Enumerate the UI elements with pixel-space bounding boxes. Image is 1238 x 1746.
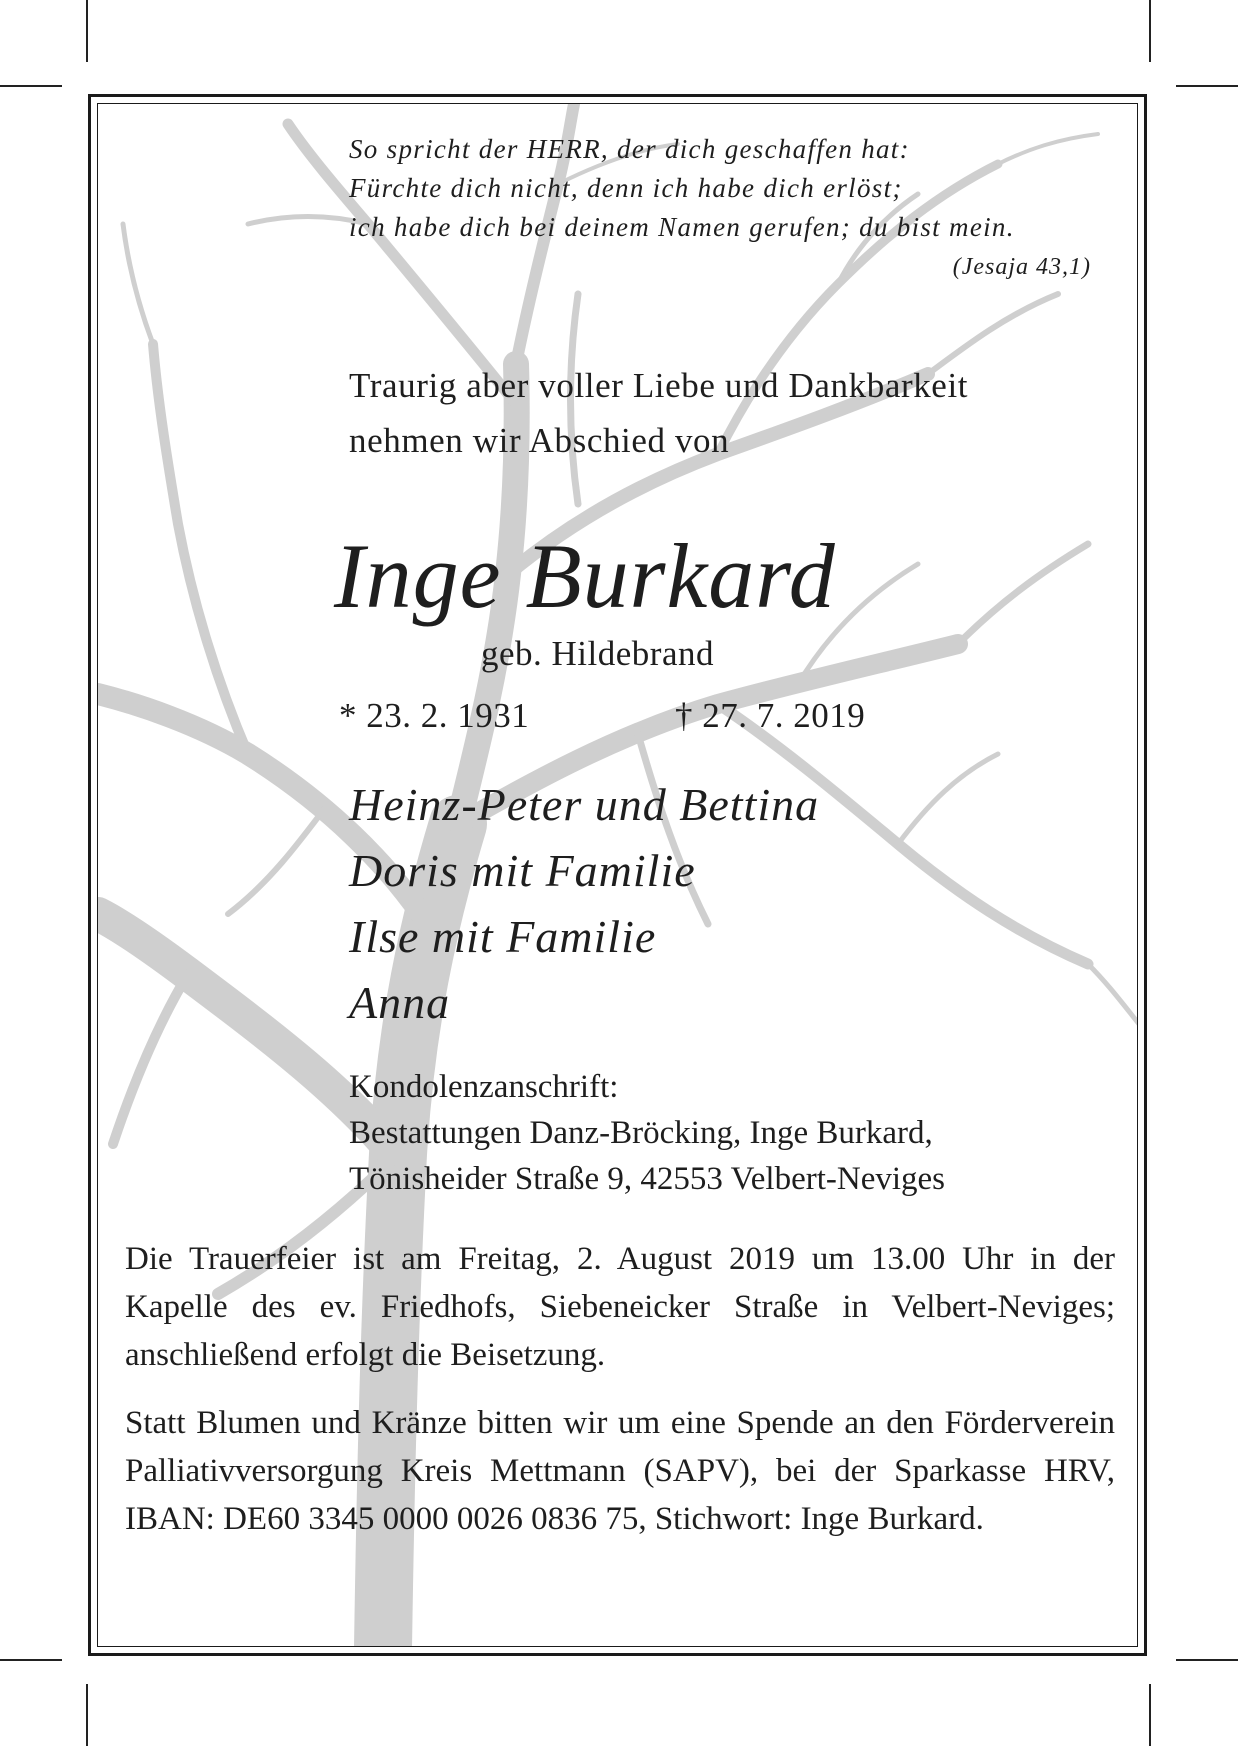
crop-mark: [1176, 85, 1238, 87]
bible-quote-line: ich habe dich bei deinem Namen gerufen; du bist mein.: [349, 212, 1015, 242]
crop-mark: [1149, 0, 1151, 62]
condolence-heading: Kondolenzanschrift:: [349, 1069, 619, 1105]
condolence-address-line: Tönisheider Straße 9, 42553 Velbert-Neviges: [349, 1161, 945, 1197]
death-date: † 27. 7. 2019: [675, 696, 866, 735]
ceremony-paragraph: Die Trauerfeier ist am Freitag, 2. August 2019 um 13.00 Uhr in der Kapelle des ev. Friedhofs, Siebeneicker Straße in Velbert-Neviges; anschließend erfolgt die Beisetzung.: [125, 1241, 1115, 1373]
intro-line: nehmen wir Abschied von: [349, 421, 730, 460]
bible-quote-line: So spricht der HERR, der dich geschaffen hat:: [349, 134, 910, 164]
condolence-address-line: Bestattungen Danz-Bröcking, Inge Burkard,: [349, 1115, 933, 1151]
bible-quote-reference: (Jesaja 43,1): [952, 254, 1091, 280]
intro-line: Traurig aber voller Liebe und Dankbarkeit: [349, 366, 969, 405]
crop-mark: [1176, 1659, 1238, 1661]
donation-paragraph: Statt Blumen und Kränze bitten wir um eine Spende an den Förderverein Palliativversorgung Kreis Mettmann (SAPV), bei der Sparkasse HRV, IBAN: DE60 3345 0000 0026 0836 75, Stichwort: Inge Burkard.: [125, 1405, 1115, 1537]
obituary-card: [97, 103, 1138, 1647]
crop-mark: [1149, 1684, 1151, 1746]
birth-date: * 23. 2. 1931: [339, 696, 530, 735]
crop-mark: [0, 85, 62, 87]
mourner-line: Ilse mit Familie: [349, 911, 657, 962]
crop-mark: [86, 0, 88, 62]
mourner-line: Heinz-Peter und Bettina: [349, 779, 820, 830]
mourner-line: Doris mit Familie: [349, 845, 696, 896]
maiden-name: geb. Hildebrand: [481, 634, 714, 673]
crop-mark: [0, 1659, 62, 1661]
bible-quote-line: Fürchte dich nicht, denn ich habe dich erlöst;: [349, 173, 903, 203]
deceased-name: Inge Burkard: [334, 525, 836, 627]
crop-mark: [86, 1684, 88, 1746]
mourner-line: Anna: [349, 977, 451, 1028]
